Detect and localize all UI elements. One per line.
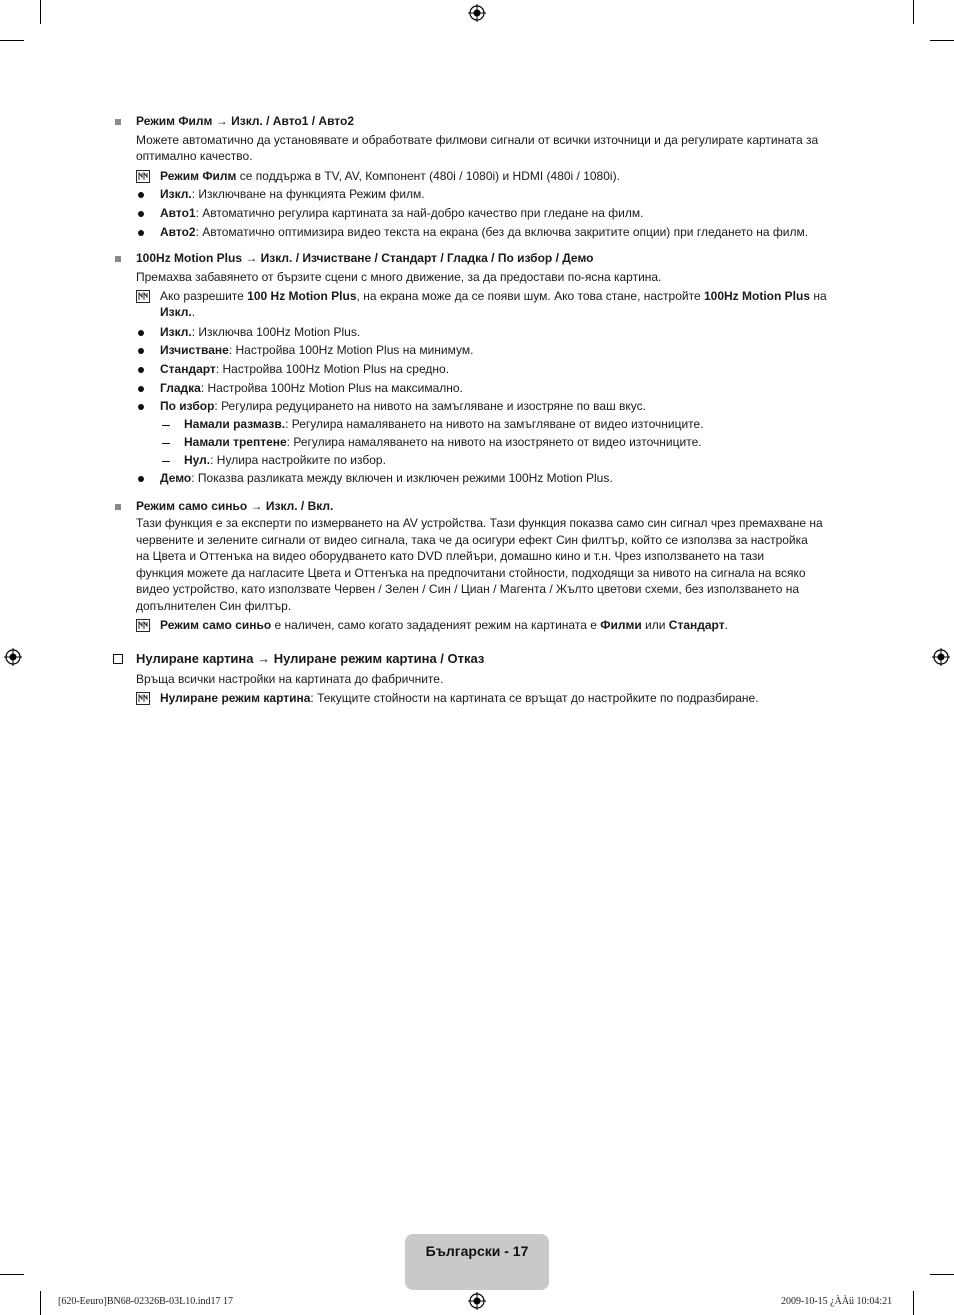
note-body: , на екрана може да се появи шум. Ако това стане, настройте: [356, 289, 704, 303]
list-item-label: Авто2: [160, 225, 196, 239]
square-bullet-icon: [115, 256, 121, 262]
note-body: : Текущите стойности на картината се връщат до настройките по подразбиране.: [310, 691, 759, 705]
footer-timestamp: 2009-10-15 ¿ÀÀü 10:04:21: [781, 1296, 893, 1307]
list-item-text: : Изключва 100Hz Motion Plus.: [191, 325, 361, 339]
list-item: [160, 206, 643, 220]
paragraph-line: оптимално качество.: [136, 149, 253, 163]
square-bullet-icon: [115, 119, 121, 125]
note-bold-term: Изкл.: [160, 305, 192, 319]
list-item-text: : Автоматично регулира картината за най-добро качество при гледане на филм.: [195, 206, 644, 220]
list-item: [160, 471, 613, 485]
crop-mark: [0, 1274, 24, 1275]
paragraph-line: функция можете да нагласите Цвета и Оттенъка на предпочитани стойности, подходящи за нивото на сигнала на всяко: [136, 565, 806, 580]
bullet-icon: [138, 404, 144, 410]
list-item-label: Нул.: [184, 453, 211, 467]
list-item-text: : Регулира редуцирането на нивото на замъгляване и изостряне по ваш вкус.: [214, 399, 647, 413]
section-heading-blue-only: Режим само синьо → Изкл. / Вкл.: [136, 499, 334, 513]
list-item-text: : Настройва 100Hz Motion Plus на максимално.: [200, 381, 463, 395]
list-item: [160, 225, 808, 239]
square-bullet-icon: [115, 504, 121, 510]
bullet-icon: [138, 367, 144, 373]
checkbox-bullet-icon: [113, 654, 123, 664]
dash-bullet-icon: [162, 461, 170, 462]
registration-mark-icon: [4, 648, 22, 666]
paragraph-line: червените и зелените сигнали от видео сигнала, така че да осигури ефект Син филтър, който се използва за настройка: [136, 532, 808, 547]
registration-mark-icon: [468, 4, 486, 22]
note-body: Ако разрешите: [160, 289, 248, 303]
section-heading-picture-reset: Нулиране картина → Нулиране режим картина / Отказ: [136, 651, 485, 666]
note-body: е наличен, само когато зададеният режим на картината е: [271, 618, 601, 632]
sub-list-item: [184, 435, 702, 449]
list-item-text: : Автоматично оптимизира видео текста на екрана (без да включва закритите опции) при гледането на филм.: [195, 225, 809, 239]
list-item-label: Изкл.: [160, 325, 192, 339]
note-icon: [136, 692, 150, 705]
list-item: [160, 362, 449, 376]
list-item-text: : Нулира настройките по избор.: [210, 453, 386, 467]
bullet-icon: [138, 476, 144, 482]
list-item-label: Гладка: [160, 381, 201, 395]
paragraph-line: видео устройство, като използвате Червен / Зелен / Син / Циан / Магента / Жълто цветови схеми, без използването на: [136, 582, 800, 596]
list-item: [160, 381, 463, 395]
note-bold-term: Нулиране режим картина: [160, 691, 311, 705]
crop-mark: [930, 1274, 954, 1275]
registration-mark-icon: [932, 648, 950, 666]
note-text: [160, 289, 827, 303]
list-item-label: Изкл.: [160, 187, 192, 201]
section-heading-film-mode: Режим Филм → Изкл. / Авто1 / Авто2: [136, 114, 355, 128]
list-item-text: : Регулира намаляването на нивото на замъгляване от видео източниците.: [285, 417, 704, 431]
note-body: или: [641, 618, 669, 632]
bullet-icon: [138, 230, 144, 236]
list-item-label: Демо: [160, 471, 192, 485]
sub-list-item: [184, 453, 386, 467]
note-bold-term: 100 Hz Motion Plus: [247, 289, 357, 303]
bullet-icon: [138, 348, 144, 354]
paragraph-line: допълнителен Син филтър.: [136, 598, 292, 613]
list-item-text: : Показва разликата между включен и изключен режими 100Hz Motion Plus.: [191, 471, 613, 485]
note-text: [160, 691, 759, 705]
note-icon: [136, 619, 150, 632]
paragraph-line: Връща всички настройки на картината до фабричните.: [136, 672, 444, 686]
section-heading-motion-plus: 100Hz Motion Plus → Изкл. / Изчистване / Стандарт / Гладка / По избор / Демо: [136, 251, 594, 265]
note-bold-term: Стандарт: [668, 618, 725, 632]
note-body: се поддържа в TV, AV, Компонент (480i / 1080i) и HDMI (480i / 1080i).: [236, 169, 620, 183]
note-icon: [136, 170, 150, 183]
page-number-tab: [405, 1234, 549, 1290]
crop-mark: [930, 40, 954, 41]
note-text: [160, 169, 620, 183]
list-item: [160, 399, 646, 413]
crop-mark: [913, 0, 914, 24]
list-item: [160, 187, 425, 201]
paragraph-line: Можете автоматично да установявате и обработвате филмови сигнали от всички източници и да регулирате картината за: [136, 133, 819, 147]
note-body: .: [724, 618, 728, 632]
paragraph-line: Тази функция е за експерти по измерването на AV устройства. Тази функция показва само син сигнал чрез премахване на: [136, 516, 823, 530]
note-bold-term: Филми: [600, 618, 642, 632]
paragraph-line: на Цвета и Оттенъка на видео оборудването като DVD плейъри, домашно кино и т.н. Чрез използването на тази: [136, 549, 765, 563]
dash-bullet-icon: [162, 443, 170, 444]
note-body: на: [810, 289, 827, 303]
list-item-label: Изчистване: [160, 343, 229, 357]
list-item-text: : Настройва 100Hz Motion Plus на минимум.: [228, 343, 474, 357]
list-item-text: : Изключване на функцията Режим филм.: [191, 187, 425, 201]
sub-list-item: [184, 417, 704, 431]
note-bold-term: 100Hz Motion Plus: [703, 289, 810, 303]
note-text: [160, 618, 728, 632]
note-bold-term: Режим само синьо: [160, 618, 272, 632]
page-number-label: Български - 17: [425, 1243, 529, 1259]
list-item-text: : Регулира намаляването на нивото на изострянето от видео източниците.: [286, 435, 702, 449]
bullet-icon: [138, 192, 144, 198]
crop-mark: [40, 0, 41, 24]
paragraph-line: Премахва забавянето от бързите сцени с много движение, за да предостави по-ясна картина.: [136, 270, 662, 284]
note-text: [160, 305, 195, 319]
list-item-label: Стандарт: [160, 362, 216, 376]
bullet-icon: [138, 330, 144, 336]
list-item-label: Намали трептене: [184, 435, 287, 449]
list-item-label: Намали размазв.: [184, 417, 286, 431]
list-item: [160, 343, 473, 357]
list-item-label: По избор: [160, 399, 215, 413]
bullet-icon: [138, 211, 144, 217]
footer-file-info: [620-Eeuro]BN68-02326B-03L10.ind17 17: [58, 1296, 233, 1307]
note-icon: [136, 290, 150, 303]
list-item-label: Авто1: [160, 206, 196, 220]
bullet-icon: [138, 386, 144, 392]
crop-mark: [40, 1291, 41, 1315]
dash-bullet-icon: [162, 425, 170, 426]
crop-mark: [0, 40, 24, 41]
list-item: [160, 325, 360, 339]
list-item-text: : Настройва 100Hz Motion Plus на средно.: [215, 362, 450, 376]
registration-mark-icon: [468, 1292, 486, 1310]
note-bold-term: Режим Филм: [160, 169, 237, 183]
note-body: .: [191, 305, 196, 319]
crop-mark: [913, 1291, 914, 1315]
